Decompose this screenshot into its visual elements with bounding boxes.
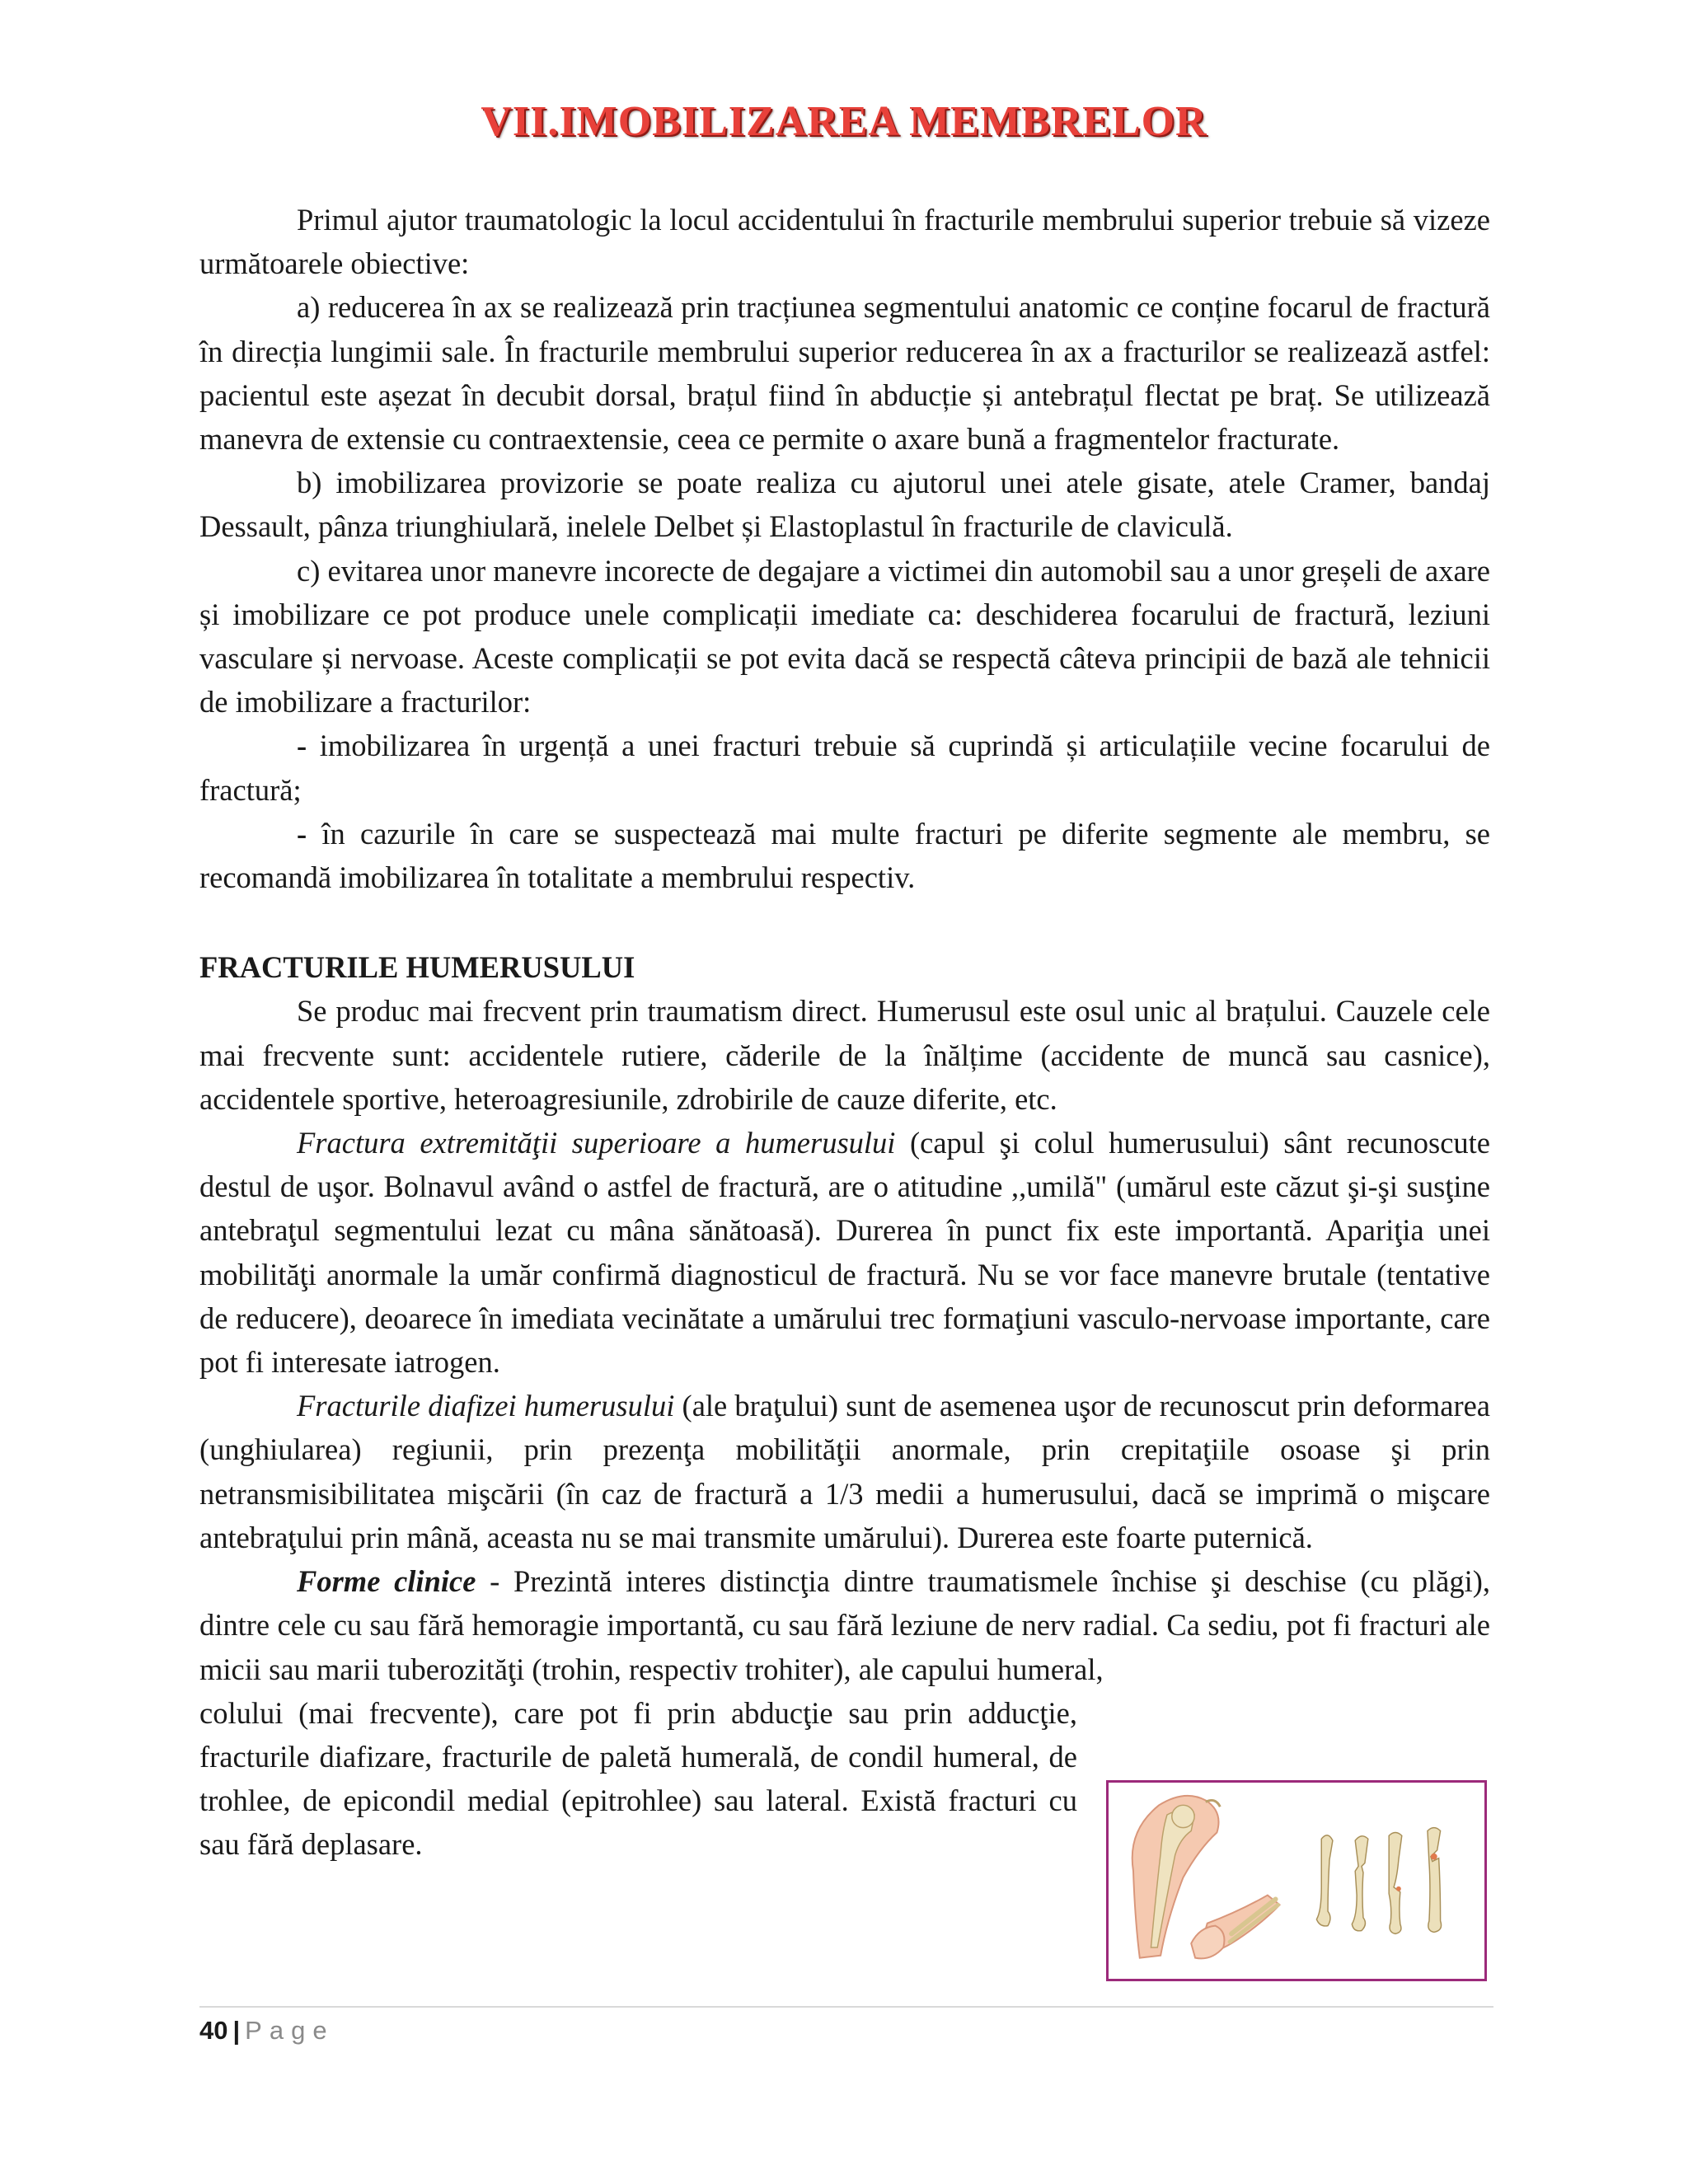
clinical-forms-paragraph [199, 1559, 1490, 1691]
page-label: Page [245, 2016, 335, 2045]
humerus-upper-paragraph [199, 1121, 1490, 1384]
emphasis-text: Fracturile diafizei humerusului [297, 1389, 675, 1423]
footer-separator: | [232, 2016, 241, 2045]
page-footer [199, 2014, 335, 2047]
emphasis-text: Fractura extremităţii superioare a humerusului [297, 1126, 896, 1160]
arm-bone-fracture-illustration-icon [1109, 1783, 1484, 1979]
objective-b-paragraph: b) imobilizarea provizorie se poate realiza cu ajutorul unei atele gisate, atele Cramer, bandaj Dessault, pânza triunghiulară, inelele Delbet și Elastoplastul în fracturile de claviculă. [199, 466, 1490, 544]
page-number: 40 [199, 2016, 228, 2045]
list-dash: - [297, 729, 307, 763]
arm-bone-fracture-figure [1106, 1780, 1487, 1981]
paragraph-text: (capul şi colul humerusului) sânt recunoscute destul de uşor. Bolnavul având o astfel de fractură, are o atitudine ,,umilă" (umărul este căzut şi-şi susţine antebraţul segmentului lezat cu mâna sănătoasă). Durerea în punct fix este importantă. Apariţia unei mobilităţi anormale la umăr confirmă diagnosticul de fractură. Nu se vor face manevre brutale (tentative de reducere), deoarece în imediata vecinătate a umărului trec formaţiuni vasculo-nervoase importante, care pot fi interesate iatrogen. [199, 1126, 1490, 1380]
list-item-text: în cazurile în care se suspectează mai multe fracturi pe diferite segmente ale membru, se recomandă imobilizarea în totalitate a membrului respectiv. [199, 816, 1490, 895]
clinical-forms-continuation: colului (mai frecvente), care pot fi prin abducţie sau prin adducţie, fracturile diafizare, fracturile de paletă humerală, de condil humeral, de trohlee, de epicondil medial (epitrohlee) sau lateral. Există fracturi cu sau fără deplasare. [199, 1695, 1077, 1862]
objective-c-paragraph: c) evitarea unor manevre incorecte de degajare a victimei din automobil sau a unor greșeli de axare și imobilizare ce pot produce unele complicații imediate ca: deschiderea focarului de fractură, leziuni vasculare și nervoase. Aceste complicații se pot evita dacă se respectă câteva principii de bază ale tehnicii de imobilizare a fracturilor: [199, 553, 1490, 719]
objective-a-paragraph: a) reducerea în ax se realizează prin tracțiunea segmentului anatomic ce conține focarul de fractură în direcția lungimii sale. În fracturile membrului superior reducerea în ax a fracturilor se realizează astfel: pacientul este așezat în decubit dorsal, brațul fiind în abducție și antebrațul flectat pe braț. Se utilizează manevra de extensie cu contraextensie, ceea ce permite o axare bună a fragmentelor fracturate. [199, 290, 1490, 457]
humerus-diaphysis-paragraph [199, 1384, 1490, 1559]
document-body [199, 198, 1490, 1867]
list-item-text: imobilizarea în urgență a unei fracturi trebuie să cuprindă și articulațiile vecine focarului de fractură; [199, 729, 1490, 807]
principle-list-item [199, 724, 1490, 811]
page-title: VII.IMOBILIZAREA MEMBRELOR [481, 98, 1207, 145]
bold-italic-term: Forme clinice [297, 1564, 476, 1599]
humerus-paragraph: Se produc mai frecvent prin traumatism direct. Humerusul este osul unic al brațului. Cauzele cele mai frecvente sunt: accidentele rutiere, căderile de la înălțime (accidente de muncă sau casnice), accidentele sportive, heteroagresiunile, zdrobirile de cauze diferite, etc. [199, 994, 1490, 1116]
list-dash: - [297, 816, 307, 851]
footer-divider [199, 2006, 1493, 2008]
paragraph-text: (ale braţului) sunt de asemenea uşor de recunoscut prin deformarea (unghiularea) regiunii, prin prezenţa mobilităţii anormale, prin crepitaţiile osoase şi prin netransmisibilitatea mişcării (în caz de fractură a 1/3 medii a humerusului, dacă se imprimă o mişcare antebraţului prin mână, aceasta nu se mai transmite umărului). Durerea este foarte puternică. [199, 1389, 1491, 1554]
paragraph-text: - Prezintă interes distincţia dintre traumatismele închise şi deschise (cu plăgi), dintre cele cu sau fără hemoragie importantă, cu sau fără leziune de nerv radial. Ca sediu, pot fi fracturi ale micii sau marii tuberozităţi (trohin, respectiv trohiter), ale capului humeral, [199, 1564, 1490, 1686]
intro-paragraph: Primul ajutor traumatologic la locul accidentului în fracturile membrului superior trebuie să vizeze următoarele obiective: [199, 203, 1490, 281]
principle-list-item [199, 812, 1490, 899]
section-heading: FRACTURILE HUMERUSULUI [199, 950, 635, 985]
section-spacer [199, 899, 1490, 945]
